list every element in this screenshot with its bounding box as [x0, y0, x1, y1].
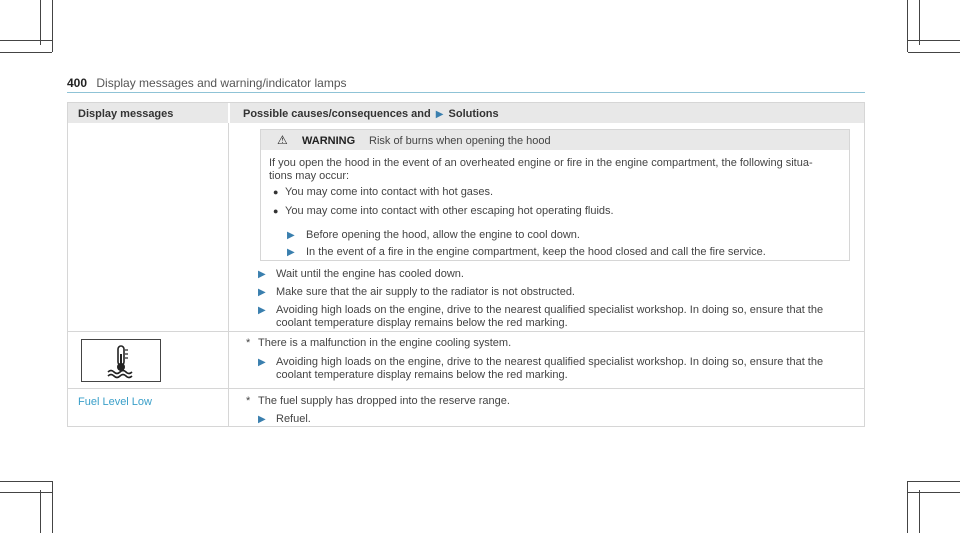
- column-divider: [228, 123, 229, 426]
- crop-mark: [0, 52, 52, 53]
- solution-step-continued: coolant temperature display remains below the red marking.: [276, 369, 568, 381]
- table-header: [68, 103, 864, 123]
- arrow-icon: ▶: [258, 414, 266, 425]
- bullet-icon: ●: [273, 206, 279, 216]
- page-title: Display messages and warning/indicator lamps: [96, 76, 347, 90]
- arrow-icon: ▶: [287, 230, 295, 241]
- crop-mark: [908, 492, 960, 493]
- arrow-icon: ▶: [435, 109, 444, 120]
- page-number: 400: [67, 76, 88, 90]
- crop-mark: [52, 481, 53, 533]
- crop-mark: [40, 490, 41, 533]
- warning-step: In the event of a fire in the engine compartment, keep the hood closed and call the fire service.: [306, 246, 766, 258]
- crop-mark: [52, 0, 53, 52]
- warning-intro-line: If you open the hood in the event of an overheated engine or fire in the engine compartment, the following situa-: [269, 157, 813, 169]
- coolant-temperature-display: [81, 339, 161, 382]
- arrow-icon: ▶: [287, 247, 295, 258]
- crop-mark: [908, 481, 960, 482]
- messages-table: [67, 102, 865, 427]
- row-divider: [68, 388, 864, 389]
- warning-bullet: You may come into contact with hot gases.: [285, 186, 494, 198]
- column-header-causes: [243, 108, 499, 120]
- footnote-star: *: [246, 395, 251, 407]
- crop-mark: [908, 52, 960, 53]
- coolant-temperature-icon: [82, 340, 160, 381]
- cause-note: There is a malfunction in the engine cooling system.: [258, 337, 512, 349]
- column-header-causes-text: Possible causes/consequences and: [243, 108, 431, 120]
- cause-note: The fuel supply has dropped into the reserve range.: [258, 395, 510, 407]
- warning-header: [261, 130, 849, 150]
- crop-mark: [0, 492, 52, 493]
- arrow-icon: ▶: [258, 305, 266, 316]
- solution-step: Make sure that the air supply to the radiator is not obstructed.: [276, 286, 575, 298]
- header-divider: [228, 103, 230, 123]
- crop-mark: [907, 481, 908, 533]
- solution-step: Wait until the engine has cooled down.: [276, 268, 464, 280]
- arrow-icon: ▶: [258, 357, 266, 368]
- crop-mark: [0, 481, 52, 482]
- page-header: [67, 76, 867, 90]
- crop-mark: [0, 40, 52, 41]
- crop-mark: [919, 0, 920, 45]
- solution-step: Refuel.: [276, 413, 311, 425]
- bullet-icon: ●: [273, 187, 279, 197]
- solution-step: Avoiding high loads on the engine, drive to the nearest qualified specialist workshop. In doing so, ensure that the: [276, 356, 824, 368]
- crop-mark: [907, 0, 908, 52]
- column-header-display-messages: Display messages: [78, 108, 174, 120]
- column-header-solutions-text: Solutions: [448, 108, 499, 120]
- crop-mark: [919, 490, 920, 533]
- warning-box: [260, 129, 850, 261]
- crop-mark: [908, 40, 960, 41]
- row-divider: [68, 331, 864, 332]
- solution-step: Avoiding high loads on the engine, drive to the nearest qualified specialist workshop. In doing so, ensure that the: [276, 304, 824, 316]
- solution-step-continued: coolant temperature display remains below the red marking.: [276, 317, 568, 329]
- crop-mark: [40, 0, 41, 45]
- arrow-icon: ▶: [258, 269, 266, 280]
- warning-title: WARNING: [302, 135, 356, 147]
- footnote-star: *: [246, 337, 251, 349]
- warning-bullet: You may come into contact with other escaping hot operating fluids.: [285, 205, 614, 217]
- header-divider: [67, 92, 865, 93]
- warning-intro-line: tions may occur:: [269, 170, 350, 182]
- arrow-icon: ▶: [258, 287, 266, 298]
- warning-headline: Risk of burns when opening the hood: [369, 135, 551, 147]
- fuel-level-low-message: Fuel Level Low: [78, 396, 152, 408]
- warning-step: Before opening the hood, allow the engine to cool down.: [306, 229, 580, 241]
- warning-triangle-icon: ⚠: [277, 133, 288, 147]
